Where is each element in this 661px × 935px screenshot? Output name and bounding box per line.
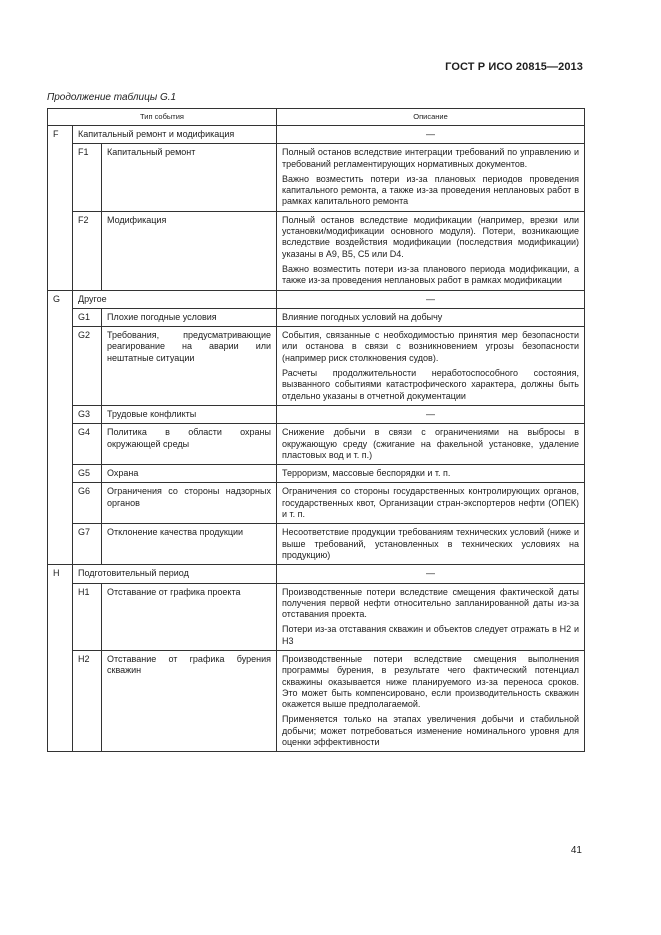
group-row	[48, 290, 585, 308]
group-row	[48, 126, 585, 144]
event-label: Политика в области охраны окружающей среды	[102, 424, 277, 465]
group-description: —	[277, 565, 585, 583]
event-label: Модификация	[102, 211, 277, 290]
event-code: G6	[73, 483, 102, 524]
event-label: Плохие погодные условия	[102, 308, 277, 326]
event-label: Требования, предусматривающие реагирование на аварии или нештатные ситуации	[102, 327, 277, 406]
event-row	[48, 483, 585, 524]
event-code: F2	[73, 211, 102, 290]
header-description: Описание	[277, 109, 585, 126]
event-code: G4	[73, 424, 102, 465]
description-paragraph: Производственные потери вследствие смещения фактической даты получения первой нефти относительно запланированной даты из-за отставания проекта.	[282, 586, 579, 620]
event-label: Отклонение качества продукции	[102, 524, 277, 565]
event-description	[277, 465, 585, 483]
description-paragraph: Полный останов вследствие интеграции требований по управлению и требований регламентирующих нормативных документов.	[282, 147, 579, 169]
description-paragraph: Влияние погодных условий на добычу	[282, 311, 443, 322]
document-id: ГОСТ Р ИСО 20815—2013	[445, 61, 583, 73]
event-row	[48, 650, 585, 751]
description-paragraph: Ограничения со стороны государственных контролирующих органов, государственных квот, Организации стран-экспортеров нефти (ОПЕК) и т. п.	[282, 486, 579, 520]
event-label: Трудовые конфликты	[102, 405, 277, 423]
description-paragraph: —	[426, 408, 435, 419]
description-paragraph: События, связанные с необходимостью принятия мер безопасности или останова в связи с возникновением угрозы безопасности (например риск столкновения судов).	[282, 330, 579, 363]
description-paragraph: Потери из-за отставания скважин и объектов следует отражать в H2 и H3	[282, 624, 579, 646]
event-description	[277, 144, 585, 211]
event-description	[277, 483, 585, 524]
event-row	[48, 327, 585, 406]
event-description	[277, 424, 585, 465]
event-row	[48, 583, 585, 650]
event-description	[277, 583, 585, 650]
table-header-row	[48, 109, 585, 126]
event-label: Отставание от графика проекта	[102, 583, 277, 650]
description-paragraph: Производственные потери вследствие смещения выполнения программы бурения, в результате чего фактический потенциал скважины оказывается ниже планируемого из-за переноса сроков. Это может быть компенсировано, если производительность скважин окажется выше предполагаемой.	[282, 653, 579, 710]
event-row	[48, 424, 585, 465]
description-paragraph: Снижение добычи в связи с ограничениями на выбросы в окружающую среду (сжигание на факельной установке, удаление пластовых вод и т. п.)	[282, 427, 579, 460]
description-paragraph: Расчеты продолжительности неработоспособного состояния, вызванного событиями катастрофического характера, должны быть отдельно указаны в отчетной документации	[282, 368, 579, 401]
group-description: —	[277, 126, 585, 144]
event-row	[48, 308, 585, 326]
event-code: G5	[73, 465, 102, 483]
page-number: 41	[570, 845, 582, 856]
event-row	[48, 211, 585, 290]
event-row	[48, 405, 585, 423]
event-code: G1	[73, 308, 102, 326]
event-description	[277, 524, 585, 565]
group-code: H	[48, 565, 73, 752]
description-paragraph: Применяется только на этапах увеличения добычи и стабильной добычи; может потребоваться изменение номинального уровня для оценки эффективности	[282, 714, 579, 748]
event-label: Капитальный ремонт	[102, 144, 277, 211]
table-caption: Продолжение таблицы G.1	[47, 92, 177, 103]
event-code: H1	[73, 583, 102, 650]
event-row	[48, 144, 585, 211]
event-description	[277, 405, 585, 423]
event-label: Ограничения со стороны надзорных органов	[102, 483, 277, 524]
event-description	[277, 308, 585, 326]
table-body	[48, 126, 585, 752]
event-code: H2	[73, 650, 102, 751]
event-description	[277, 650, 585, 751]
event-row	[48, 465, 585, 483]
event-code: F1	[73, 144, 102, 211]
description-paragraph: Несоответствие продукции требованиям технических условий (ниже и выше требований, установленных в технических условиях на продукцию)	[282, 527, 579, 560]
event-code: G3	[73, 405, 102, 423]
event-code: G2	[73, 327, 102, 406]
header-event-type: Тип события	[48, 109, 277, 126]
group-label: Подготовительный период	[73, 565, 277, 583]
description-paragraph: Важно возместить потери из-за плановых периодов проведения капитального ремонта, а также из-за проведения неплановых работ в рамках капитального ремонта	[282, 173, 579, 207]
group-label: Капитальный ремонт и модификация	[73, 126, 277, 144]
event-label: Отставание от графика бурения скважин	[102, 650, 277, 751]
group-row	[48, 565, 585, 583]
event-code: G7	[73, 524, 102, 565]
event-description	[277, 327, 585, 406]
description-paragraph: Важно возместить потери из-за планового периода модификации, а также из-за проведения неплановых работ в рамках модификации	[282, 263, 579, 286]
group-description: —	[277, 290, 585, 308]
group-label: Другое	[73, 290, 277, 308]
event-row	[48, 524, 585, 565]
group-code: G	[48, 290, 73, 565]
description-paragraph: Терроризм, массовые беспорядки и т. п.	[282, 468, 451, 479]
description-paragraph: Полный останов вследствие модификации (например, врезки или установки/модификации основного модуля). Потери, возникающие вследствие воздействия модификации (последствия модификации) указаны в A9, B5, C5 или D4.	[282, 214, 579, 259]
group-code: F	[48, 126, 73, 291]
event-description	[277, 211, 585, 290]
event-label: Охрана	[102, 465, 277, 483]
event-type-table	[47, 108, 585, 752]
